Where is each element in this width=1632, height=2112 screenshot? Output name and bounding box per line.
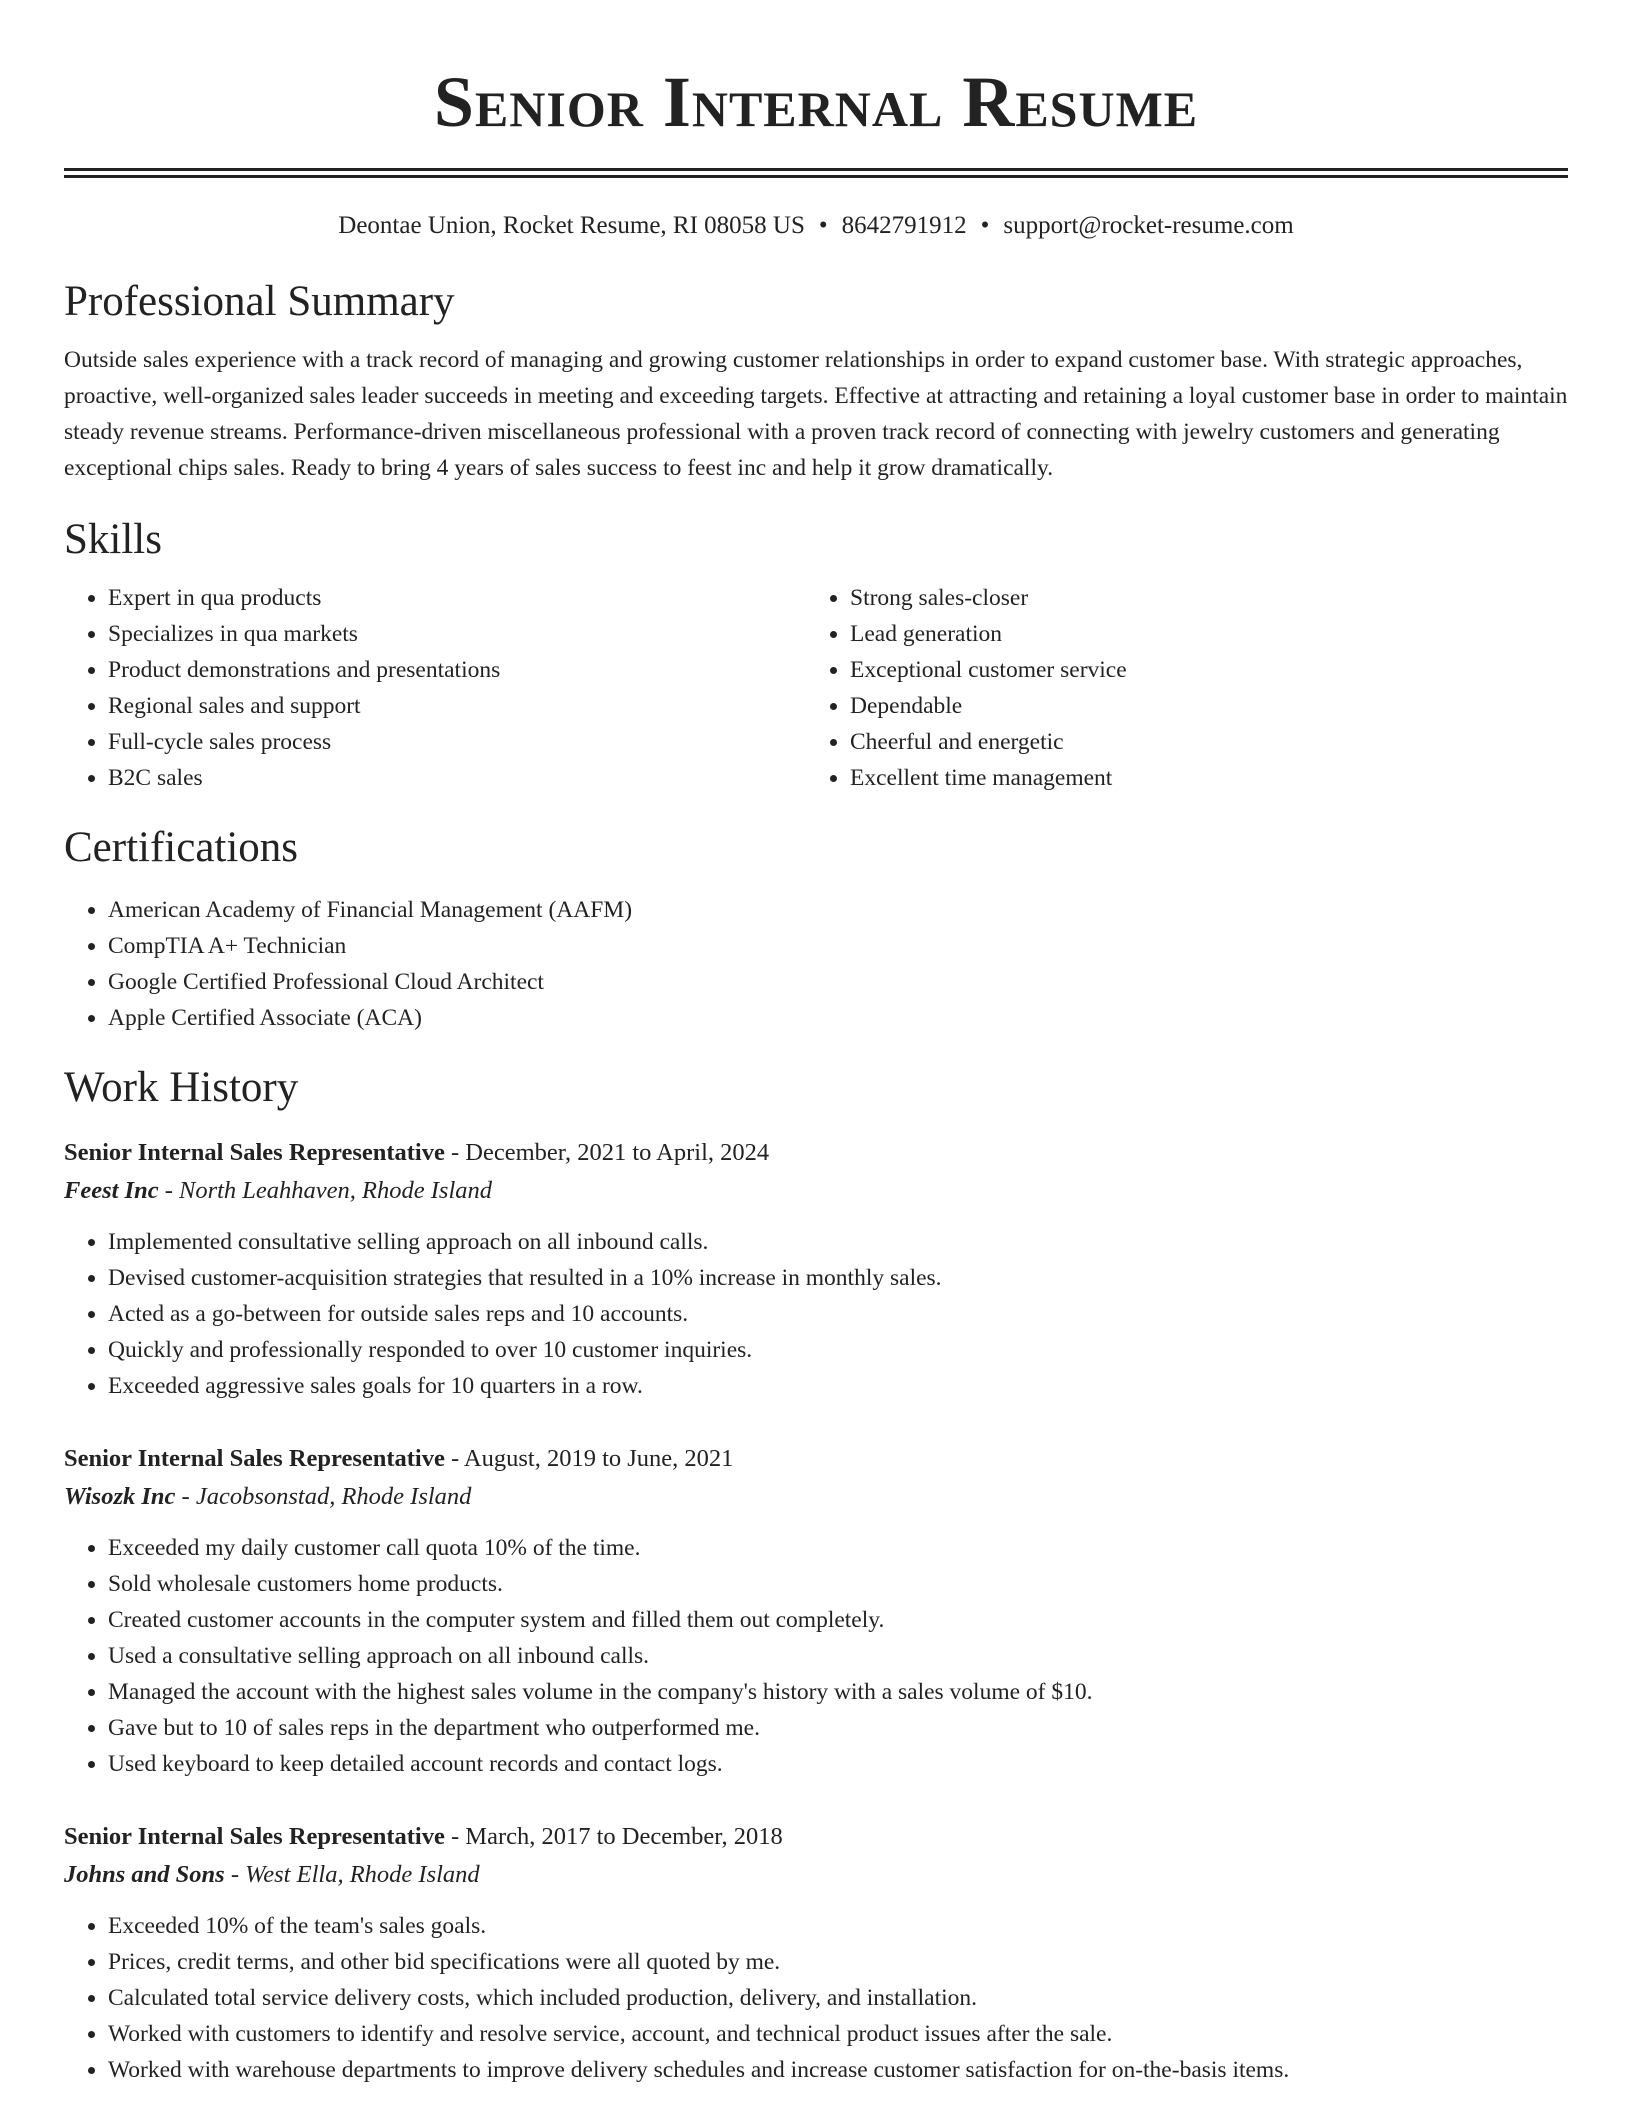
job-bullet: • Exceeded my daily customer call quota 10% of the time. — [108, 1530, 1568, 1566]
job-bullet: • Calculated total service delivery costs, which included production, delivery, and installation. — [108, 1980, 1568, 2016]
job-title-line — [64, 1440, 1568, 1478]
job-company: Wisozk Inc — [64, 1483, 176, 1510]
certification-item: • Apple Certified Associate (ACA) — [108, 1000, 1568, 1036]
certification-item: • American Academy of Financial Management (AAFM) — [108, 892, 1568, 928]
job-title: Senior Internal Sales Representative — [64, 1823, 445, 1850]
job-entry — [64, 1134, 1568, 1404]
job-location: - North Leahhaven, Rhode Island — [158, 1177, 493, 1204]
skills-section — [64, 580, 1568, 796]
skill-item: • Exceptional customer service — [850, 652, 1548, 688]
skill-item: • Product demonstrations and presentations — [108, 652, 806, 688]
job-title: Senior Internal Sales Representative — [64, 1445, 445, 1472]
job-bullet: • Devised customer-acquisition strategies that resulted in a 10% increase in monthly sales. — [108, 1260, 1568, 1296]
job-dates: - August, 2019 to June, 2021 — [444, 1445, 734, 1472]
job-bullet: • Sold wholesale customers home products. — [108, 1566, 1568, 1602]
job-bullet: • Implemented consultative selling approach on all inbound calls. — [108, 1224, 1568, 1260]
skill-item: • Cheerful and energetic — [850, 724, 1548, 760]
contact-separator: • — [818, 212, 828, 239]
summary-heading: Professional Summary — [64, 278, 455, 325]
job-bullet: • Worked with customers to identify and resolve service, account, and technical product issues after the sale. — [108, 2016, 1568, 2052]
skill-item: • Excellent time management — [850, 760, 1548, 796]
skill-item: • Lead generation — [850, 616, 1548, 652]
job-title: Senior Internal Sales Representative — [64, 1139, 445, 1166]
job-company: Johns and Sons — [64, 1861, 225, 1888]
skill-item: • Expert in qua products — [108, 580, 806, 616]
job-bullets — [64, 1908, 1568, 2088]
job-bullet: • Exceeded aggressive sales goals for 10 quarters in a row. — [108, 1368, 1568, 1404]
job-dates: - December, 2021 to April, 2024 — [444, 1139, 770, 1166]
skill-item: • Dependable — [850, 688, 1548, 724]
resume-page — [64, 0, 1568, 2088]
job-bullet: • Used keyboard to keep detailed account records and contact logs. — [108, 1746, 1568, 1782]
contact-phone: 8642791912 — [841, 212, 967, 239]
job-bullet: • Gave but to 10 of sales reps in the department who outperformed me. — [108, 1710, 1568, 1746]
skills-column-left — [64, 580, 806, 796]
job-entry — [64, 1818, 1568, 2088]
skills-list-left — [64, 580, 806, 796]
job-dates: - March, 2017 to December, 2018 — [444, 1823, 783, 1850]
job-bullets — [64, 1530, 1568, 1782]
job-bullets — [64, 1224, 1568, 1404]
contact-email: support@rocket-resume.com — [1003, 212, 1294, 239]
skill-item: • Specializes in qua markets — [108, 616, 806, 652]
skills-column-right — [806, 580, 1548, 796]
work-history-heading: Work History — [64, 1064, 299, 1111]
contact-line — [64, 210, 1568, 242]
job-entry — [64, 1440, 1568, 1782]
skill-item: • Strong sales-closer — [850, 580, 1548, 616]
job-company: Feest Inc — [64, 1177, 159, 1204]
certification-item: • Google Certified Professional Cloud Architect — [108, 964, 1568, 1000]
certification-item: • CompTIA A+ Technician — [108, 928, 1568, 964]
job-title-line — [64, 1818, 1568, 1856]
certifications-list — [64, 892, 1568, 1036]
skill-item: • Regional sales and support — [108, 688, 806, 724]
job-bullet: • Quickly and professionally responded to over 10 customer inquiries. — [108, 1332, 1568, 1368]
skill-item: • Full-cycle sales process — [108, 724, 806, 760]
job-bullet: • Worked with warehouse departments to improve delivery schedules and increase customer satisfaction for on-the-basis items. — [108, 2052, 1568, 2088]
skills-list-right — [806, 580, 1548, 796]
job-location: - Jacobsonstad, Rhode Island — [175, 1483, 472, 1510]
title-divider — [64, 168, 1568, 178]
job-bullet: • Acted as a go-between for outside sales reps and 10 accounts. — [108, 1296, 1568, 1332]
job-bullet: • Exceeded 10% of the team's sales goals. — [108, 1908, 1568, 1944]
certifications-heading: Certifications — [64, 824, 299, 871]
skill-item: • B2C sales — [108, 760, 806, 796]
job-company-line — [64, 1856, 1568, 1894]
job-bullet: • Managed the account with the highest sales volume in the company's history with a sales volume of $10. — [108, 1674, 1568, 1710]
job-bullet: • Prices, credit terms, and other bid specifications were all quoted by me. — [108, 1944, 1568, 1980]
job-title-line — [64, 1134, 1568, 1172]
skills-heading: Skills — [64, 516, 162, 563]
job-bullet: • Created customer accounts in the computer system and filled them out completely. — [108, 1602, 1568, 1638]
job-bullet: • Used a consultative selling approach on all inbound calls. — [108, 1638, 1568, 1674]
summary-text: Outside sales experience with a track record of managing and growing customer relationships in order to expand customer base. With strategic approaches, proactive, well-organized sales leader succeeds in meeting and exceeding targets. Effective at attracting and retaining a loyal customer base in order to maintain steady revenue streams. Performance-driven miscellaneous professional with a proven track record of connecting with jewelry customers and generating exceptional chips sales. Ready to bring 4 years of sales success to feest inc and help it grow dramatically. — [64, 347, 1568, 481]
job-company-line — [64, 1478, 1568, 1516]
job-location: - West Ella, Rhode Island — [224, 1861, 480, 1888]
contact-separator: • — [980, 212, 990, 239]
contact-address: Deontae Union, Rocket Resume, RI 08058 US — [338, 212, 805, 239]
job-company-line — [64, 1172, 1568, 1210]
page-title: Senior Internal Resume — [433, 62, 1199, 142]
